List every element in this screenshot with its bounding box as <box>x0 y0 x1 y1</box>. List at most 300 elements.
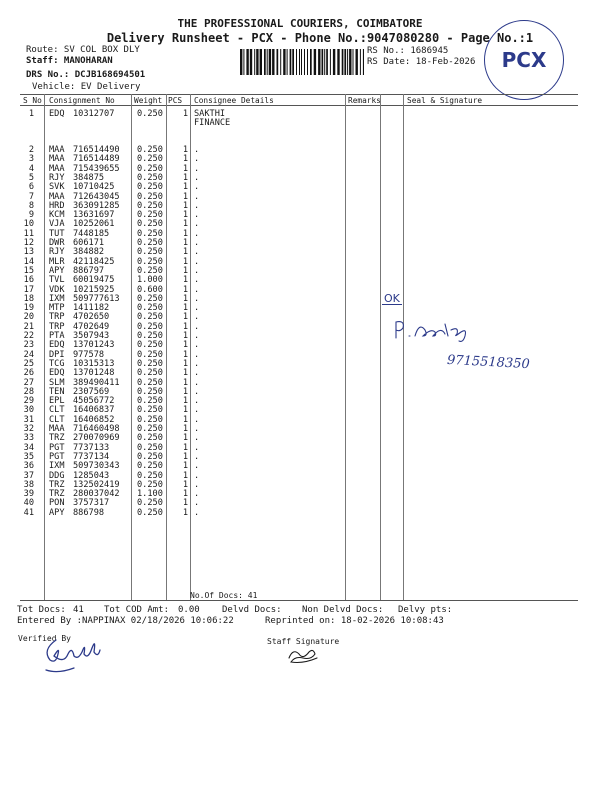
row-consignment-no: 45056772 <box>73 396 115 407</box>
row-consignee: . <box>194 349 200 360</box>
row-weight: 0.250 <box>137 145 163 155</box>
row-pcs: 1 <box>182 303 188 314</box>
col-header-seal: Seal & Signature <box>407 96 483 105</box>
row-sno: 30 <box>23 405 34 416</box>
row-consignment-no: 977578 <box>73 349 105 360</box>
row-sno: 38 <box>23 479 34 490</box>
row-prefix: VJA <box>49 219 65 230</box>
row-weight: 0.250 <box>137 479 163 490</box>
staff: Staff: MANOHARAN <box>26 56 113 66</box>
row-sno: 17 <box>23 284 34 295</box>
table-header-rule <box>20 105 578 106</box>
row-sno: 27 <box>23 377 34 388</box>
row-pcs: 1 <box>182 489 188 500</box>
row-weight: 0.250 <box>137 368 163 379</box>
barcode-bar <box>337 49 339 75</box>
row-consignment-no: 3507943 <box>73 331 110 341</box>
row-prefix: EDQ <box>49 109 65 119</box>
row-consignee: . <box>194 275 200 286</box>
row-pcs: 1 <box>182 172 188 183</box>
row-weight: 0.250 <box>137 200 163 211</box>
row-prefix: IXM <box>49 293 65 304</box>
row-consignee: . <box>194 228 200 239</box>
barcode-bar <box>256 49 258 75</box>
row-pcs: 1 <box>182 498 188 509</box>
row-consignee: . <box>194 424 200 434</box>
row-prefix: TEN <box>49 386 65 397</box>
barcode-bar <box>243 49 244 75</box>
barcode-bar <box>322 49 324 75</box>
barcode-bar <box>260 49 262 75</box>
row-consignment-no: 4702650 <box>73 312 110 323</box>
row-consignment-no: 16406837 <box>73 405 115 416</box>
row-sno: 36 <box>23 461 34 472</box>
row-weight: 0.250 <box>137 470 163 481</box>
row-consignment-no: 886798 <box>73 507 105 518</box>
row-consignee: . <box>194 172 200 183</box>
row-consignee: . <box>194 331 200 341</box>
row-prefix: VDK <box>49 284 65 295</box>
row-sno: 15 <box>23 265 34 276</box>
table-row <box>22 509 252 518</box>
row-sno: 31 <box>23 414 34 425</box>
staff-signature-mark <box>283 644 323 666</box>
row-prefix: CLT <box>49 414 65 425</box>
col-divider <box>345 94 346 600</box>
row-weight: 0.250 <box>137 498 163 509</box>
row-prefix: EDQ <box>49 368 65 379</box>
row-pcs: 1 <box>182 247 188 258</box>
verified-by-signature <box>38 630 128 678</box>
barcode-bar <box>296 49 297 75</box>
row-prefix: MAA <box>49 154 65 165</box>
row-pcs: 1 <box>182 433 188 444</box>
row-prefix: TCG <box>49 358 65 369</box>
row-pcs: 1 <box>182 182 188 193</box>
row-prefix: MLR <box>49 256 65 267</box>
barcode-bar <box>283 49 285 75</box>
barcode-bar <box>301 49 302 75</box>
row-pcs: 1 <box>182 293 188 304</box>
row-prefix: EDQ <box>49 340 65 351</box>
row-consignee: . <box>194 368 200 379</box>
row-prefix: EPL <box>49 396 65 407</box>
row-consignee: . <box>194 321 200 332</box>
non-delvd-docs-label: Non Delvd Docs: <box>302 605 384 615</box>
barcode-bar <box>333 49 335 75</box>
row-pcs: 1 <box>182 424 188 434</box>
row-consignment-no: 606171 <box>73 238 105 248</box>
row-consignee: . <box>194 303 200 314</box>
row-sno: 39 <box>23 489 34 500</box>
row-prefix: MAA <box>49 163 65 174</box>
row-consignee: . <box>194 247 200 258</box>
barcode-bar <box>277 49 279 75</box>
row-sno: 24 <box>23 349 34 360</box>
row-prefix: MTP <box>49 303 65 314</box>
col-header-weight: Weight <box>134 96 163 105</box>
row-consignee: . <box>194 210 200 221</box>
row-consignment-no: 10312707 <box>73 109 115 119</box>
row-pcs: 1 <box>182 377 188 388</box>
row-consignee: . <box>194 442 200 453</box>
row-consignment-no: 7737134 <box>73 451 110 462</box>
row-weight: 0.250 <box>137 386 163 397</box>
row-consignee: . <box>194 312 200 323</box>
delvd-docs-label: Delvd Docs: <box>222 605 282 615</box>
row-weight: 0.250 <box>137 265 163 276</box>
row-prefix: DPI <box>49 349 65 360</box>
row-sno: 9 <box>28 210 34 221</box>
row-consignee: . <box>194 238 200 248</box>
row-prefix: HRD <box>49 200 65 211</box>
row-sno: 5 <box>28 172 34 183</box>
row-prefix: KCM <box>49 210 65 221</box>
row-sno: 25 <box>23 358 34 369</box>
row-pcs: 1 <box>182 265 188 276</box>
row-sno: 1 <box>28 109 34 119</box>
row-sno: 3 <box>28 154 34 165</box>
row-consignment-no: 2307569 <box>73 386 110 397</box>
barcode-bar <box>240 49 242 75</box>
row-prefix: MAA <box>49 424 65 434</box>
row-pcs: 1 <box>182 461 188 472</box>
row-weight: 0.250 <box>137 461 163 472</box>
barcode-bar <box>250 49 252 75</box>
row-consignment-no: 384882 <box>73 247 105 258</box>
row-sno: 6 <box>28 182 34 193</box>
tot-cod-label: Tot COD Amt: <box>104 605 170 615</box>
row-prefix: MAA <box>49 145 65 155</box>
row-weight: 0.250 <box>137 331 163 341</box>
row-prefix: IXM <box>49 461 65 472</box>
row-consignment-no: 16406852 <box>73 414 115 425</box>
barcode-bar <box>318 49 320 75</box>
barcode-bar <box>246 49 248 75</box>
row-weight: 0.250 <box>137 182 163 193</box>
table-bottom-rule <box>20 600 578 601</box>
row-weight: 0.250 <box>137 396 163 407</box>
barcode-bar <box>280 49 281 75</box>
verified-by-label: Verified By <box>18 634 71 643</box>
rs-date: RS Date: 18-Feb-2026 <box>367 57 476 67</box>
barcode-bar <box>290 49 292 75</box>
barcode-bar <box>307 49 308 75</box>
row-sno: 26 <box>23 368 34 379</box>
row-sno: 11 <box>23 228 34 239</box>
row-sno: 37 <box>23 470 34 481</box>
row-prefix: RJY <box>49 247 65 258</box>
row-consignment-no: 270070969 <box>73 433 120 444</box>
row-pcs: 1 <box>182 507 188 518</box>
row-consignment-no: 10215925 <box>73 284 115 295</box>
row-consignee: . <box>194 219 200 230</box>
row-consignee: . <box>194 489 200 500</box>
barcode-bar <box>353 49 354 75</box>
row-consignee: . <box>194 358 200 369</box>
barcode-bar <box>314 49 316 75</box>
drs-number: DRS No.: DCJB168694501 <box>26 70 146 80</box>
row-consignee: . <box>194 377 200 388</box>
table-row <box>22 109 252 129</box>
row-consignment-no: 10710425 <box>73 182 115 193</box>
barcode-bar <box>292 49 294 75</box>
row-sno: 20 <box>23 312 34 323</box>
row-consignee: SAKTHI FINANCE <box>194 109 231 129</box>
row-prefix: PON <box>49 498 65 509</box>
barcode-bar <box>264 49 266 75</box>
row-weight: 0.250 <box>137 228 163 239</box>
row-consignment-no: 716460498 <box>73 424 120 434</box>
row-pcs: 1 <box>182 451 188 462</box>
row-consignment-no: 712643045 <box>73 191 120 202</box>
barcode-bar <box>360 49 361 75</box>
col-header-pcs: PCS <box>168 96 183 105</box>
col-header-remarks: Remarks <box>348 96 381 105</box>
col-header-consignee: Consignee Details <box>194 96 274 105</box>
row-weight: 0.250 <box>137 405 163 416</box>
row-weight: 0.250 <box>137 238 163 248</box>
row-consignment-no: 715439655 <box>73 163 120 174</box>
barcode-bar <box>326 49 328 75</box>
row-pcs: 1 <box>182 219 188 230</box>
row-consignment-no: 1411182 <box>73 303 110 314</box>
row-weight: 0.250 <box>137 154 163 165</box>
row-weight: 0.250 <box>137 163 163 174</box>
row-pcs: 1 <box>182 275 188 286</box>
row-prefix: TRP <box>49 312 65 323</box>
row-sno: 18 <box>23 293 34 304</box>
row-consignee: . <box>194 451 200 462</box>
row-pcs: 1 <box>182 470 188 481</box>
barcode-bar <box>310 49 312 75</box>
row-consignee: . <box>194 191 200 202</box>
row-pcs: 1 <box>182 349 188 360</box>
row-consignment-no: 389490411 <box>73 377 120 388</box>
pcx-stamp <box>484 20 564 100</box>
handwritten-receiver-signature <box>393 316 483 344</box>
row-sno: 13 <box>23 247 34 258</box>
row-consignment-no: 509730343 <box>73 461 120 472</box>
row-sno: 21 <box>23 321 34 332</box>
row-consignee: . <box>194 433 200 444</box>
row-sno: 28 <box>23 386 34 397</box>
barcode-bar <box>344 49 346 75</box>
table-top-rule <box>20 94 578 95</box>
row-pcs: 1 <box>182 479 188 490</box>
col-header-sno: S No <box>23 96 42 105</box>
row-weight: 0.250 <box>137 451 163 462</box>
col-header-consignment: Consignment No <box>49 96 115 105</box>
row-pcs: 1 <box>182 154 188 165</box>
row-sno: 7 <box>28 191 34 202</box>
barcode-bar <box>347 49 348 75</box>
row-consignment-no: 3757317 <box>73 498 110 509</box>
company-name: THE PROFESSIONAL COURIERS, COIMBATORE <box>177 17 423 30</box>
row-prefix: CLT <box>49 405 65 416</box>
tot-docs-value: 41 <box>73 605 84 615</box>
row-weight: 0.250 <box>137 442 163 453</box>
row-weight: 0.250 <box>137 293 163 304</box>
row-weight: 0.250 <box>137 340 163 351</box>
row-weight: 0.250 <box>137 191 163 202</box>
row-prefix: SVK <box>49 182 65 193</box>
barcode-bar <box>349 49 351 75</box>
row-prefix: SLM <box>49 377 65 388</box>
row-consignee: . <box>194 293 200 304</box>
row-sno: 35 <box>23 451 34 462</box>
row-consignment-no: 509777613 <box>73 293 120 304</box>
staff-signature-label: Staff Signature <box>267 637 340 646</box>
barcode-bar <box>269 49 271 75</box>
row-sno: 16 <box>23 275 34 286</box>
row-weight: 0.250 <box>137 321 163 332</box>
barcode-bar <box>299 49 300 75</box>
row-pcs: 1 <box>182 210 188 221</box>
row-consignee: . <box>194 396 200 407</box>
row-consignee: . <box>194 414 200 425</box>
row-sno: 23 <box>23 340 34 351</box>
row-sno: 12 <box>23 238 34 248</box>
row-weight: 0.250 <box>137 210 163 221</box>
col-divider <box>403 94 404 600</box>
barcode-bar <box>356 49 358 75</box>
row-consignee: . <box>194 284 200 295</box>
row-consignee: . <box>194 145 200 155</box>
row-prefix: MAA <box>49 191 65 202</box>
row-pcs: 1 <box>182 321 188 332</box>
row-sno: 40 <box>23 498 34 509</box>
barcode-bar <box>287 49 288 75</box>
row-consignment-no: 13701248 <box>73 368 115 379</box>
row-consignment-no: 886797 <box>73 265 105 276</box>
row-consignee: . <box>194 182 200 193</box>
handwritten-ok: OK <box>384 292 400 305</box>
row-pcs: 1 <box>182 331 188 341</box>
row-consignment-no: 60019475 <box>73 275 115 286</box>
row-consignment-no: 384875 <box>73 172 105 183</box>
row-weight: 0.250 <box>137 109 163 119</box>
row-consignment-no: 10252061 <box>73 219 115 230</box>
row-prefix: TVL <box>49 275 65 286</box>
barcode-bar <box>330 49 331 75</box>
row-sno: 29 <box>23 396 34 407</box>
handwritten-phone: 9715518350 <box>446 352 531 373</box>
col-divider <box>380 94 381 600</box>
row-prefix: PGT <box>49 442 65 453</box>
row-consignee: . <box>194 265 200 276</box>
row-consignment-no: 363091285 <box>73 200 120 211</box>
row-pcs: 1 <box>182 414 188 425</box>
row-weight: 1.100 <box>137 489 163 500</box>
row-sno: 22 <box>23 331 34 341</box>
row-pcs: 1 <box>182 238 188 248</box>
tot-docs-label: Tot Docs: <box>17 605 66 615</box>
row-consignee: . <box>194 340 200 351</box>
barcode-bar <box>304 49 305 75</box>
row-consignment-no: 280037042 <box>73 489 120 500</box>
row-pcs: 1 <box>182 340 188 351</box>
row-prefix: PGT <box>49 451 65 462</box>
row-consignment-no: 42118425 <box>73 256 115 267</box>
row-pcs: 1 <box>182 228 188 239</box>
row-pcs: 1 <box>182 256 188 267</box>
row-consignee: . <box>194 200 200 211</box>
row-consignee: . <box>194 405 200 416</box>
row-consignment-no: 13631697 <box>73 210 115 221</box>
row-consignment-no: 716514489 <box>73 154 120 165</box>
row-weight: 0.250 <box>137 377 163 388</box>
no-of-docs: No.Of Docs: 41 <box>190 591 258 600</box>
row-sno: 14 <box>23 256 34 267</box>
row-consignee: . <box>194 507 200 518</box>
row-consignment-no: 10315313 <box>73 358 115 369</box>
row-consignee: . <box>194 461 200 472</box>
row-pcs: 1 <box>182 191 188 202</box>
row-pcs: 1 <box>182 200 188 211</box>
row-consignee: . <box>194 163 200 174</box>
row-weight: 0.250 <box>137 507 163 518</box>
row-consignment-no: 7737133 <box>73 442 110 453</box>
row-prefix: PTA <box>49 331 65 341</box>
row-prefix: RJY <box>49 172 65 183</box>
row-consignment-no: 13701243 <box>73 340 115 351</box>
row-sno: 33 <box>23 433 34 444</box>
row-weight: 0.250 <box>137 172 163 183</box>
row-prefix: TRZ <box>49 433 65 444</box>
row-weight: 0.600 <box>137 284 163 295</box>
barcode-bar <box>272 49 274 75</box>
entered-by: Entered By :NAPPINAX 02/18/2026 10:06:22 <box>17 616 234 626</box>
row-pcs: 1 <box>182 109 188 119</box>
row-weight: 0.250 <box>137 414 163 425</box>
row-pcs: 1 <box>182 368 188 379</box>
barcode <box>240 49 364 75</box>
row-weight: 0.250 <box>137 247 163 258</box>
tot-cod-value: 0.00 <box>178 605 200 615</box>
row-consignment-no: 7448185 <box>73 228 110 239</box>
row-sno: 10 <box>23 219 34 230</box>
barcode-bar <box>363 49 364 75</box>
barcode-bar <box>342 49 344 75</box>
runsheet-title: Delivery Runsheet - PCX - Phone No.:9047080280 - Page No.:1 <box>106 31 534 45</box>
row-pcs: 1 <box>182 145 188 155</box>
row-consignee: . <box>194 256 200 267</box>
barcode-bar <box>267 49 268 75</box>
row-prefix: APY <box>49 265 65 276</box>
row-sno: 34 <box>23 442 34 453</box>
row-weight: 0.250 <box>137 312 163 323</box>
row-weight: 0.250 <box>137 358 163 369</box>
row-consignee: . <box>194 479 200 490</box>
rs-number: RS No.: 1686945 <box>367 46 449 56</box>
row-prefix: TRZ <box>49 479 65 490</box>
row-pcs: 1 <box>182 442 188 453</box>
row-prefix: DWR <box>49 238 65 248</box>
delvy-pts-label: Delvy pts: <box>398 605 453 615</box>
row-consignee: . <box>194 470 200 481</box>
row-sno: 32 <box>23 424 34 434</box>
row-consignment-no: 132502419 <box>73 479 120 490</box>
stamp-text: PCX <box>501 48 547 72</box>
row-weight: 0.250 <box>137 303 163 314</box>
row-consignee: . <box>194 386 200 397</box>
barcode-bar <box>254 49 255 75</box>
row-pcs: 1 <box>182 386 188 397</box>
row-prefix: APY <box>49 507 65 518</box>
row-pcs: 1 <box>182 396 188 407</box>
row-weight: 0.250 <box>137 219 163 230</box>
